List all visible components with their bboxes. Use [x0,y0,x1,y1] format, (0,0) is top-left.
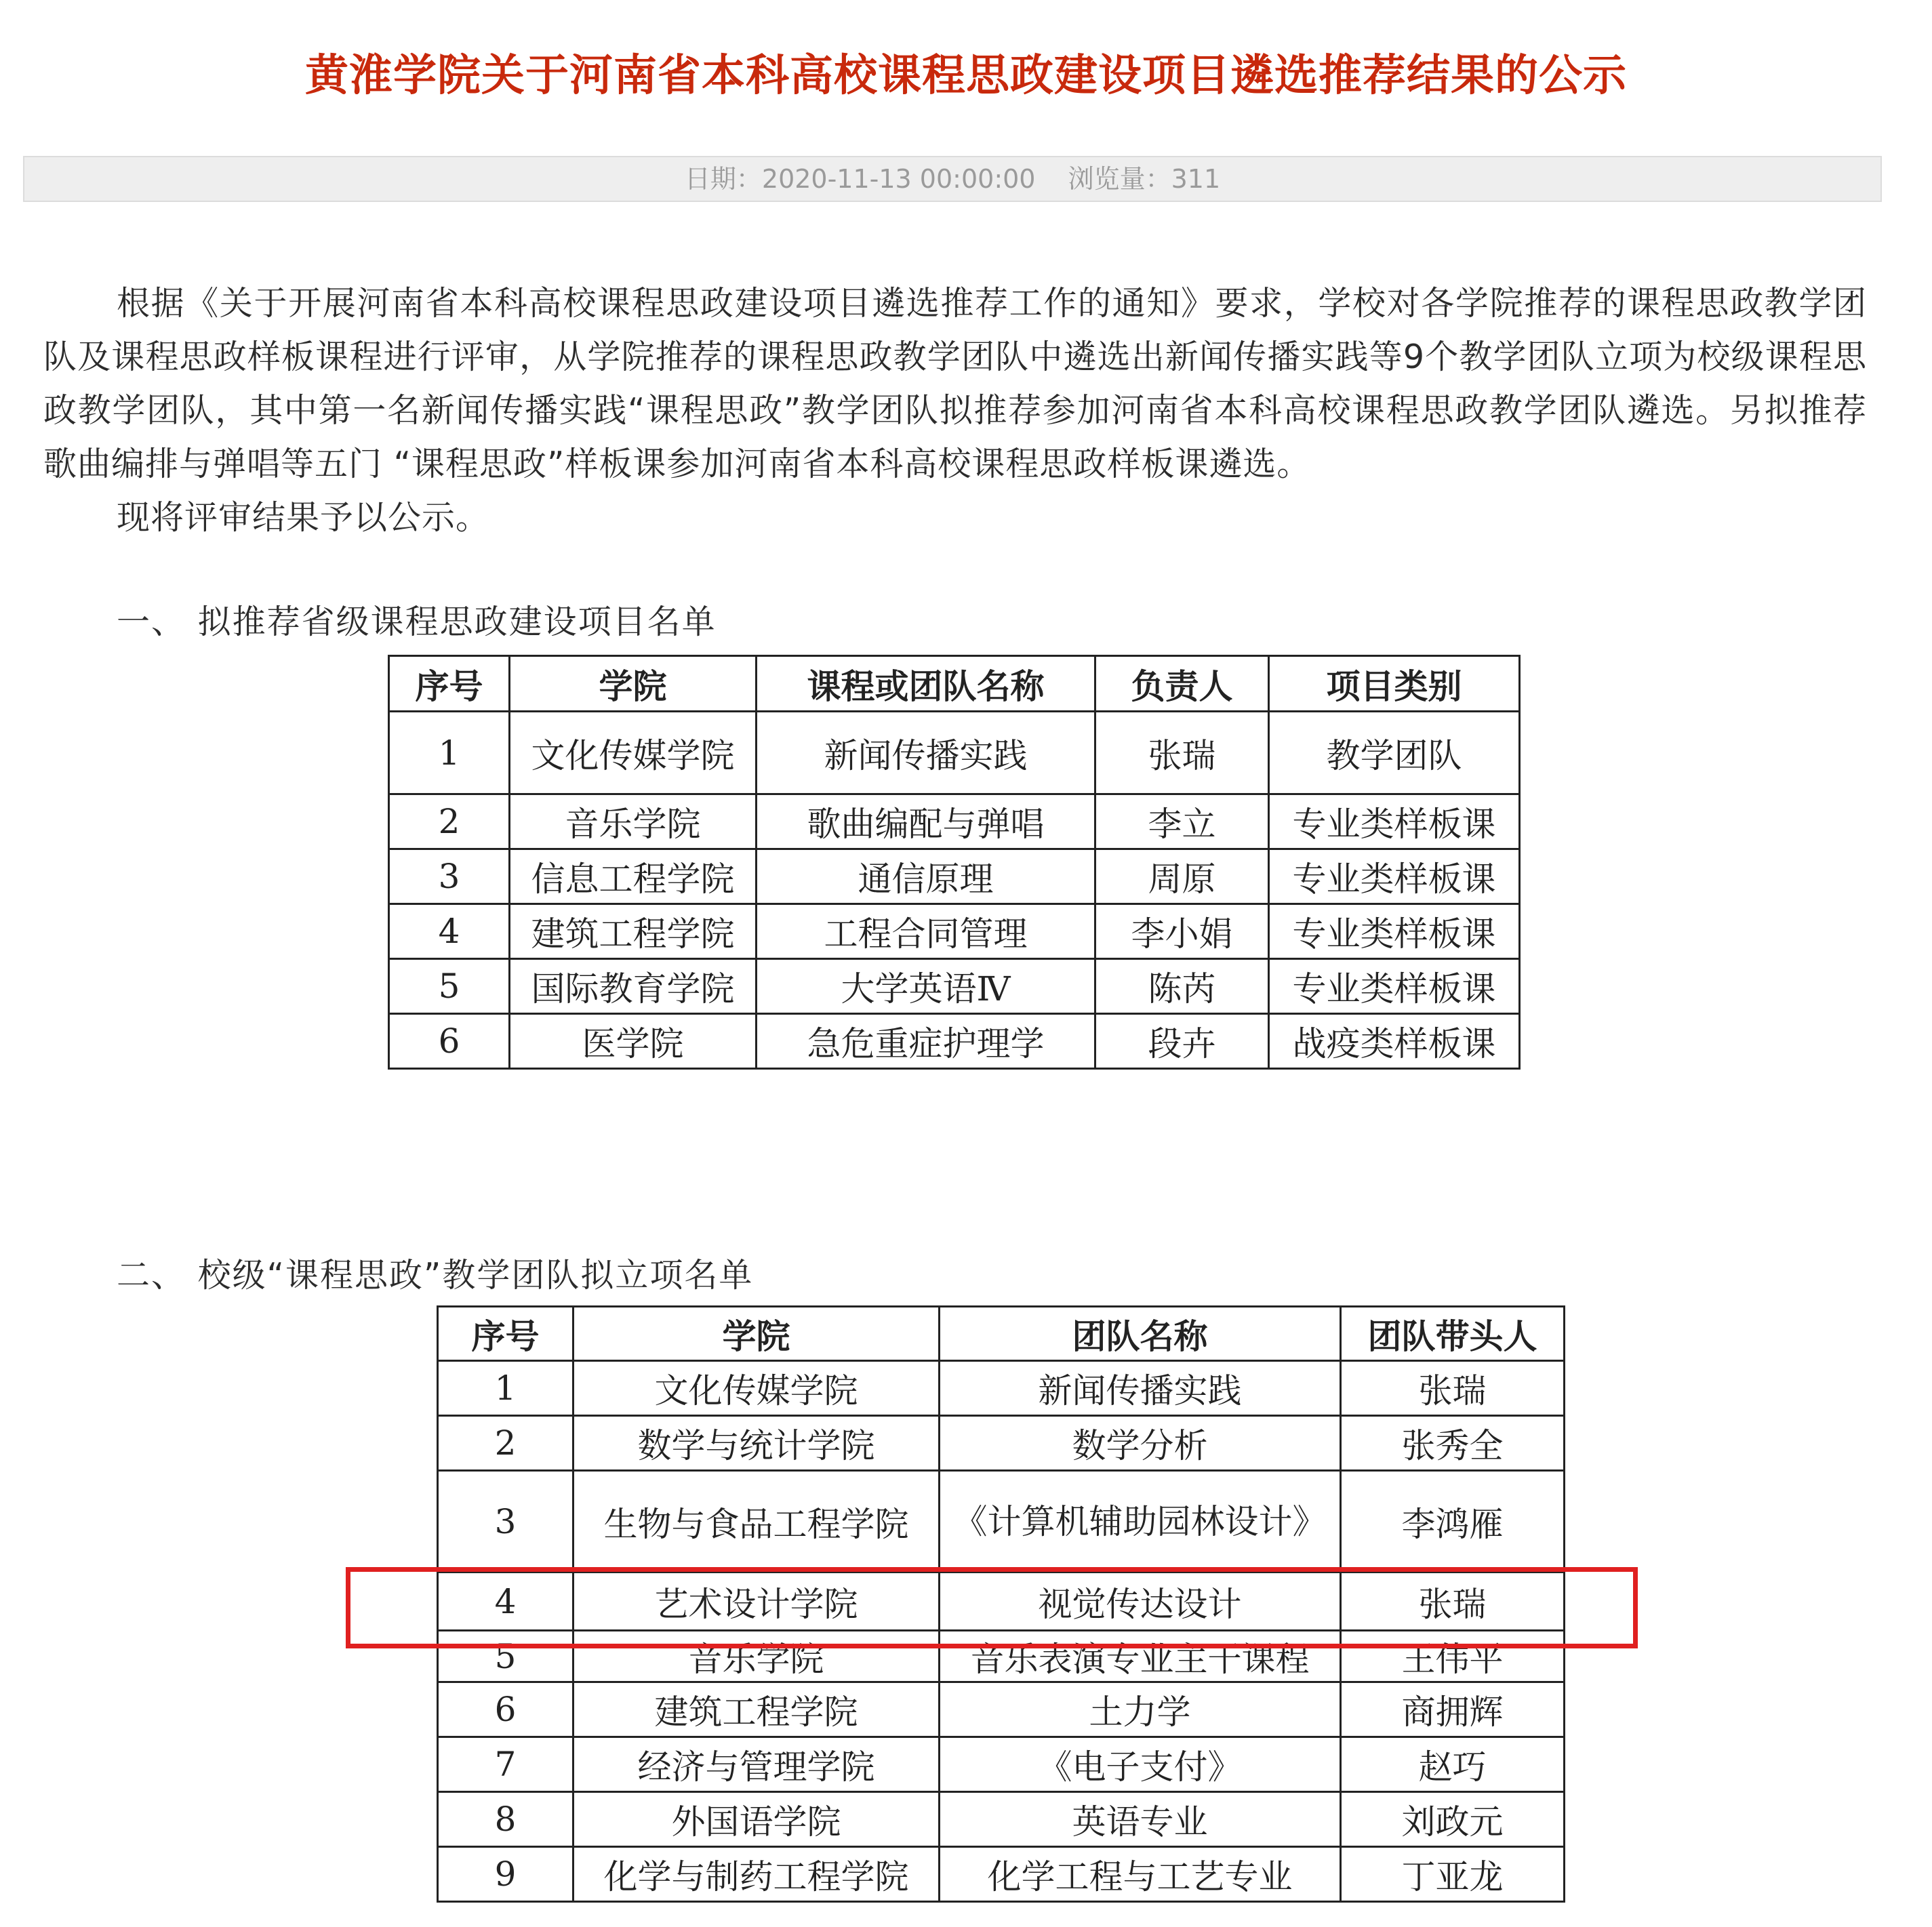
table-cell: 6 [389,1014,510,1069]
table-cell: 化学与制药工程学院 [573,1847,940,1902]
views-label: 浏览量： [1068,164,1171,194]
header-cell: 序号 [438,1307,573,1361]
table-cell: 歌曲编配与弹唱 [757,794,1095,849]
school-team-table [437,1305,1565,1903]
section2-heading: 二、 校级“课程思政”教学团队拟立项名单 [117,1256,754,1295]
table-cell: 新闻传播实践 [940,1361,1341,1416]
table-cell: 教学团队 [1269,712,1520,794]
table-cell: 张瑞 [1095,712,1269,794]
date-info [685,164,1036,194]
header-cell: 序号 [389,656,510,712]
table-cell: 国际教育学院 [510,959,757,1014]
table-cell: 李立 [1095,794,1269,849]
table-cell: 建筑工程学院 [573,1682,940,1737]
table-cell: 外国语学院 [573,1792,940,1847]
header-cell: 课程或团队名称 [757,656,1095,712]
table-cell: 音乐学院 [510,794,757,849]
table-row [438,1682,1565,1737]
table-row [438,1631,1565,1682]
table-cell: 6 [438,1682,573,1737]
page-title: 黄淮学院关于河南省本科高校课程思政建设项目遴选推荐结果的公示 [305,51,1627,101]
date-label: 日期： [684,164,762,194]
table-cell: 生物与食品工程学院 [573,1471,940,1573]
header-cell: 负责人 [1095,656,1269,712]
table-cell: 8 [438,1792,573,1847]
table-cell: 《电子支付》 [940,1737,1341,1792]
table-cell: 周原 [1095,849,1269,904]
table-cell: 陈芮 [1095,959,1269,1014]
table-cell: 王伟平 [1341,1631,1565,1682]
table-cell: 新闻传播实践 [757,712,1095,794]
table-cell: 专业类样板课 [1269,959,1520,1014]
table-row [389,904,1520,959]
table-cell: 土力学 [940,1682,1341,1737]
table-cell: 4 [389,904,510,959]
table-cell: 急危重症护理学 [757,1014,1095,1069]
table-cell: 经济与管理学院 [573,1737,940,1792]
table-cell: 文化传媒学院 [573,1361,940,1416]
table-row [389,794,1520,849]
table-cell: 《计算机辅助园林设计》 [940,1471,1341,1573]
table-row [438,1792,1565,1847]
table-cell: 1 [389,712,510,794]
table-cell: 视觉传达设计 [940,1573,1341,1631]
table-cell: 2 [389,794,510,849]
table-row [438,1737,1565,1792]
table-cell: 丁亚龙 [1341,1847,1565,1902]
date-value: 2020-11-13 00:00:00 [761,164,1036,194]
table-header-row [389,656,1520,712]
body-paragraph: 根据《关于开展河南省本科高校课程思政建设项目遴选推荐工作的通知》要求，学校对各学院推荐的课程思政教学团队及课程思政样板课程进行评审，从学院推荐的课程思政教学团队中遴选出新闻传播实践等9个教学团队立项为校级课程思政教学团队，其中第一名新闻传播实践“课程思政”教学团队拟推荐参加河南省本科高校课程思政教学团队遴选。另拟推荐歌曲编排与弹唱等五门 “课程思政”样板课参加河南省本科高校课程思政样板课遴选。 [43,284,1867,483]
table-cell: 3 [389,849,510,904]
table-row [438,1847,1565,1902]
table-header-row [438,1307,1565,1361]
table-cell: 李小娟 [1095,904,1269,959]
table-cell: 1 [438,1361,573,1416]
body-paragraph-2: 现将评审结果予以公示。 [117,498,490,537]
views-info [1068,164,1221,194]
table-cell: 通信原理 [757,849,1095,904]
table-row [438,1471,1565,1573]
table-cell: 专业类样板课 [1269,849,1520,904]
table-cell: 5 [389,959,510,1014]
table-cell: 建筑工程学院 [510,904,757,959]
table-cell: 医学院 [510,1014,757,1069]
table-cell: 张秀全 [1341,1416,1565,1471]
header-cell: 学院 [510,656,757,712]
table-cell: 专业类样板课 [1269,794,1520,849]
header-cell: 学院 [573,1307,940,1361]
table-cell: 5 [438,1631,573,1682]
table-row [389,849,1520,904]
table-cell: 2 [438,1416,573,1471]
table-row [389,712,1520,794]
table-cell: 3 [438,1471,573,1573]
table-cell: 数学与统计学院 [573,1416,940,1471]
table-cell: 4 [438,1573,573,1631]
table-row [438,1361,1565,1416]
table-cell: 信息工程学院 [510,849,757,904]
provincial-project-table [388,655,1521,1070]
table-cell: 艺术设计学院 [573,1573,940,1631]
header-cell: 项目类别 [1269,656,1520,712]
table-cell: 大学英语Ⅳ [757,959,1095,1014]
meta-bar [23,156,1882,202]
table-cell: 7 [438,1737,573,1792]
table-row [389,1014,1520,1069]
table-cell: 张瑞 [1341,1361,1565,1416]
header-cell: 团队名称 [940,1307,1341,1361]
table-cell: 赵巧 [1341,1737,1565,1792]
table-cell: 刘政元 [1341,1792,1565,1847]
table-row-highlighted [438,1573,1565,1631]
table-cell: 战疫类样板课 [1269,1014,1520,1069]
table-cell: 张瑞 [1341,1573,1565,1631]
table-cell: 商拥辉 [1341,1682,1565,1737]
table-cell: 英语专业 [940,1792,1341,1847]
table-cell: 音乐学院 [573,1631,940,1682]
section1-heading: 一、 拟推荐省级课程思政建设项目名单 [117,603,717,641]
header-cell: 团队带头人 [1341,1307,1565,1361]
table-cell: 文化传媒学院 [510,712,757,794]
table-row [389,959,1520,1014]
table-cell: 音乐表演专业主干课程 [940,1631,1341,1682]
table-cell: 专业类样板课 [1269,904,1520,959]
table-cell: 9 [438,1847,573,1902]
table-cell: 工程合同管理 [757,904,1095,959]
table-cell: 李鸿雁 [1341,1471,1565,1573]
table-row [438,1416,1565,1471]
table-cell: 段卉 [1095,1014,1269,1069]
table-cell: 化学工程与工艺专业 [940,1847,1341,1902]
table-cell: 数学分析 [940,1416,1341,1471]
views-value: 311 [1171,164,1221,194]
